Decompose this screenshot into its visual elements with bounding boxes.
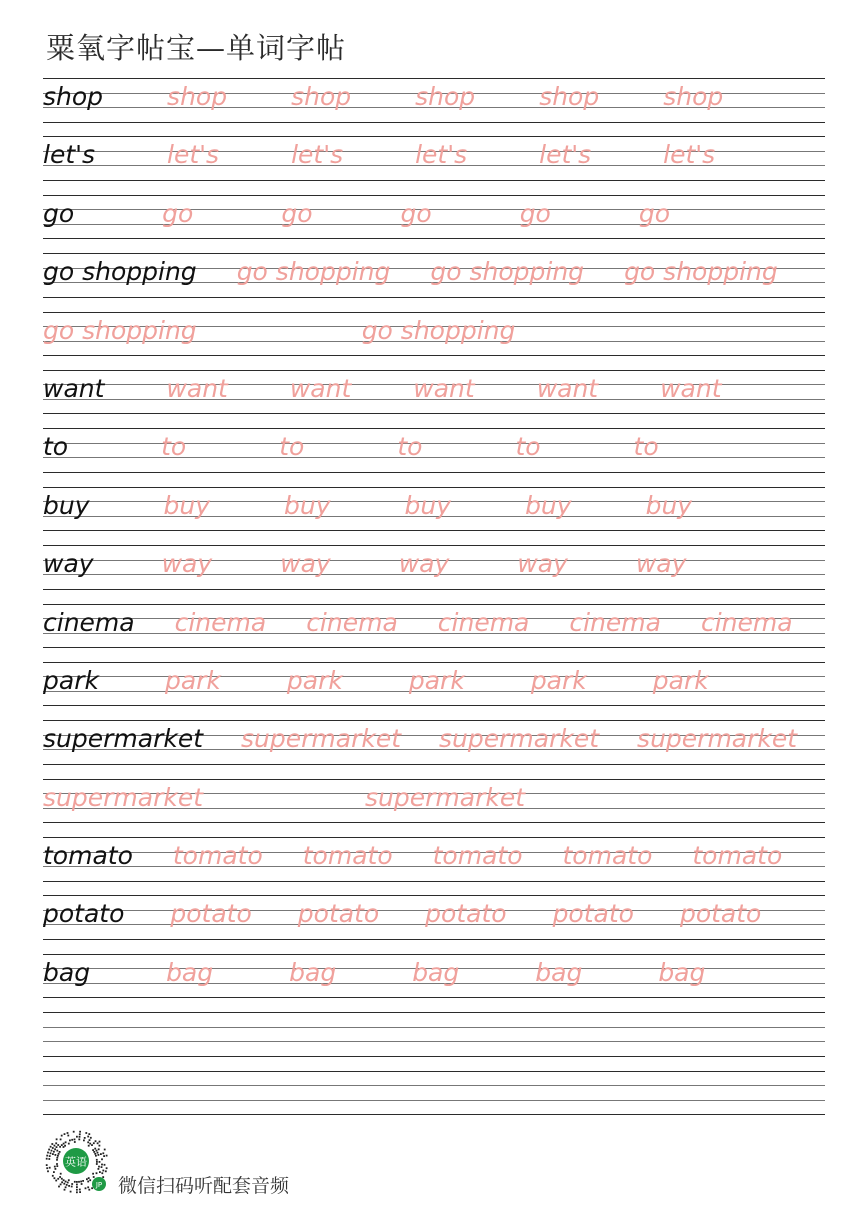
ruled-line (43, 238, 825, 239)
ruled-line (43, 530, 825, 531)
page-title: 粟氧字帖宝—单词字帖 (46, 31, 347, 65)
ruled-line (43, 1041, 825, 1042)
row-words (43, 898, 761, 928)
writing-row (43, 195, 825, 253)
trace-word: want (660, 373, 722, 403)
ruled-line (43, 413, 825, 414)
trace-word: let's (663, 140, 716, 170)
ruled-line (43, 954, 825, 955)
trace-word: tomato (432, 841, 523, 871)
trace-word: potato (679, 899, 762, 929)
ruled-line (43, 720, 825, 721)
writing-row (43, 954, 825, 1012)
ruled-line (43, 1100, 825, 1101)
model-word: to (43, 432, 69, 462)
writing-row (43, 370, 825, 428)
trace-word: buy (525, 490, 572, 520)
trace-word: cinema (306, 607, 398, 637)
model-word: shop (43, 82, 104, 111)
model-word: let's (43, 140, 96, 170)
trace-word: bag (166, 957, 214, 987)
row-words (43, 139, 715, 169)
writing-row (43, 662, 825, 720)
row-words (43, 665, 709, 695)
trace-word: way (398, 549, 450, 579)
model-word: cinema (43, 607, 135, 637)
trace-word: supermarket (637, 724, 798, 754)
row-words (43, 723, 797, 753)
writing-row (43, 136, 825, 194)
ruled-line (43, 1085, 825, 1086)
trace-word: go shopping (236, 257, 391, 287)
trace-word: go shopping (430, 257, 585, 287)
row-words (43, 548, 686, 578)
writing-row (43, 545, 825, 603)
writing-row (43, 604, 825, 662)
trace-word: to (279, 432, 305, 462)
trace-word: let's (539, 140, 592, 170)
trace-word: shop (167, 82, 228, 111)
model-word: supermarket (43, 724, 204, 754)
trace-word: supermarket (439, 724, 600, 754)
trace-word: bag (658, 957, 706, 987)
ruled-line (43, 312, 825, 313)
ruled-line (43, 545, 825, 546)
ruled-line (43, 122, 825, 123)
trace-word: go (400, 198, 432, 228)
writing-row (43, 487, 825, 545)
model-word: buy (43, 490, 90, 520)
footer-caption: 微信扫码听配套音频 (118, 1175, 290, 1197)
trace-word: buy (404, 490, 452, 520)
ruled-line (43, 589, 825, 590)
trace-word: supermarket (43, 782, 204, 812)
trace-word: way (161, 549, 213, 579)
ruled-line (43, 705, 825, 706)
trace-word: way (517, 549, 568, 579)
row-words (43, 957, 705, 987)
ruled-line (43, 78, 825, 79)
ruled-line (43, 1012, 825, 1013)
trace-word: park (164, 665, 221, 695)
trace-word: want (413, 373, 475, 403)
row-words (43, 782, 525, 812)
writing-row (43, 895, 825, 953)
qr-badge-text: 英语 (65, 1155, 87, 1169)
trace-word: to (515, 432, 541, 462)
trace-word: tomato (302, 841, 393, 871)
ruled-line (43, 253, 825, 254)
ruled-line (43, 428, 825, 429)
trace-word: go (162, 198, 194, 228)
trace-word: park (530, 665, 587, 695)
model-word: park (43, 665, 99, 695)
row-words (43, 490, 692, 520)
row-words (43, 256, 778, 286)
ruled-line (43, 195, 825, 196)
trace-word: shop (291, 82, 352, 111)
trace-word: cinema (437, 607, 530, 637)
model-word: go (43, 198, 75, 228)
trace-word: way (280, 549, 331, 579)
ruled-line (43, 472, 825, 473)
trace-word: let's (291, 140, 344, 170)
ruled-line (43, 939, 825, 940)
ruled-line (43, 487, 825, 488)
model-word: potato (43, 899, 125, 929)
row-words (43, 315, 515, 345)
trace-word: shop (539, 82, 600, 111)
trace-word: tomato (692, 841, 783, 871)
trace-word: potato (170, 899, 252, 929)
handwriting-sheet (43, 78, 825, 1129)
qr-code-icon[interactable] (42, 1127, 110, 1195)
ruled-line (43, 1056, 825, 1057)
writing-row (43, 312, 825, 370)
trace-word: park (408, 665, 465, 695)
trace-word: supermarket (241, 724, 402, 754)
trace-word: to (161, 432, 187, 462)
ruled-line (43, 662, 825, 663)
ruled-line (43, 997, 825, 998)
trace-word: cinema (569, 607, 661, 637)
trace-word: cinema (700, 607, 793, 637)
trace-word: park (286, 665, 343, 695)
trace-word: tomato (172, 841, 263, 871)
ruled-line (43, 355, 825, 356)
writing-row (43, 720, 825, 778)
sheet-bottom-line (43, 1114, 825, 1115)
trace-word: want (166, 373, 228, 403)
ruled-line (43, 1027, 825, 1028)
ruled-line (43, 1071, 825, 1072)
trace-word: let's (415, 140, 468, 170)
trace-word: bag (412, 957, 460, 987)
trace-word: bag (289, 957, 337, 987)
trace-word: potato (297, 899, 380, 929)
qr-sub-badge-text: JP (95, 1181, 103, 1189)
trace-word: shop (415, 82, 476, 111)
trace-word: go shopping (43, 315, 197, 345)
trace-word: to (633, 432, 659, 462)
row-words (43, 198, 670, 228)
trace-word: go (638, 198, 671, 228)
row-words (43, 840, 782, 870)
model-word: bag (43, 957, 91, 987)
row-words (43, 373, 722, 403)
footer (42, 1127, 442, 1199)
ruled-line (43, 822, 825, 823)
trace-word: buy (284, 490, 331, 520)
row-words (43, 81, 723, 111)
trace-word: go (519, 198, 551, 228)
trace-word: cinema (174, 607, 267, 637)
writing-row (43, 253, 825, 311)
ruled-line (43, 297, 825, 298)
ruled-line (43, 136, 825, 137)
trace-word: want (289, 373, 352, 403)
trace-word: go shopping (361, 315, 516, 345)
model-word: way (43, 549, 94, 579)
model-word: go shopping (43, 257, 197, 287)
writing-row (43, 428, 825, 486)
trace-word: buy (645, 490, 693, 520)
ruled-line (43, 647, 825, 648)
trace-word: park (652, 665, 709, 695)
ruled-line (43, 370, 825, 371)
ruled-line (43, 604, 825, 605)
model-word: tomato (43, 841, 133, 871)
trace-word: potato (425, 899, 507, 929)
trace-word: go shopping (624, 257, 778, 287)
writing-row (43, 779, 825, 837)
row-words (43, 431, 659, 461)
trace-word: potato (552, 899, 634, 929)
row-words (43, 607, 793, 637)
trace-word: to (397, 432, 423, 462)
ruled-line (43, 881, 825, 882)
writing-row (43, 837, 825, 895)
ruled-line (43, 180, 825, 181)
writing-row (43, 1071, 825, 1129)
ruled-line (43, 764, 825, 765)
trace-word: bag (535, 957, 583, 987)
trace-word: buy (163, 490, 211, 520)
ruled-line (43, 895, 825, 896)
ruled-line (43, 837, 825, 838)
writing-row (43, 1012, 825, 1070)
trace-word: want (536, 373, 599, 403)
trace-word: way (635, 549, 687, 579)
ruled-line (43, 779, 825, 780)
trace-word: tomato (562, 841, 653, 871)
writing-row (43, 78, 825, 136)
trace-word: go (281, 198, 313, 228)
trace-word: let's (167, 140, 220, 170)
trace-word: supermarket (365, 782, 526, 812)
model-word: want (43, 373, 105, 403)
trace-word: shop (663, 82, 724, 111)
